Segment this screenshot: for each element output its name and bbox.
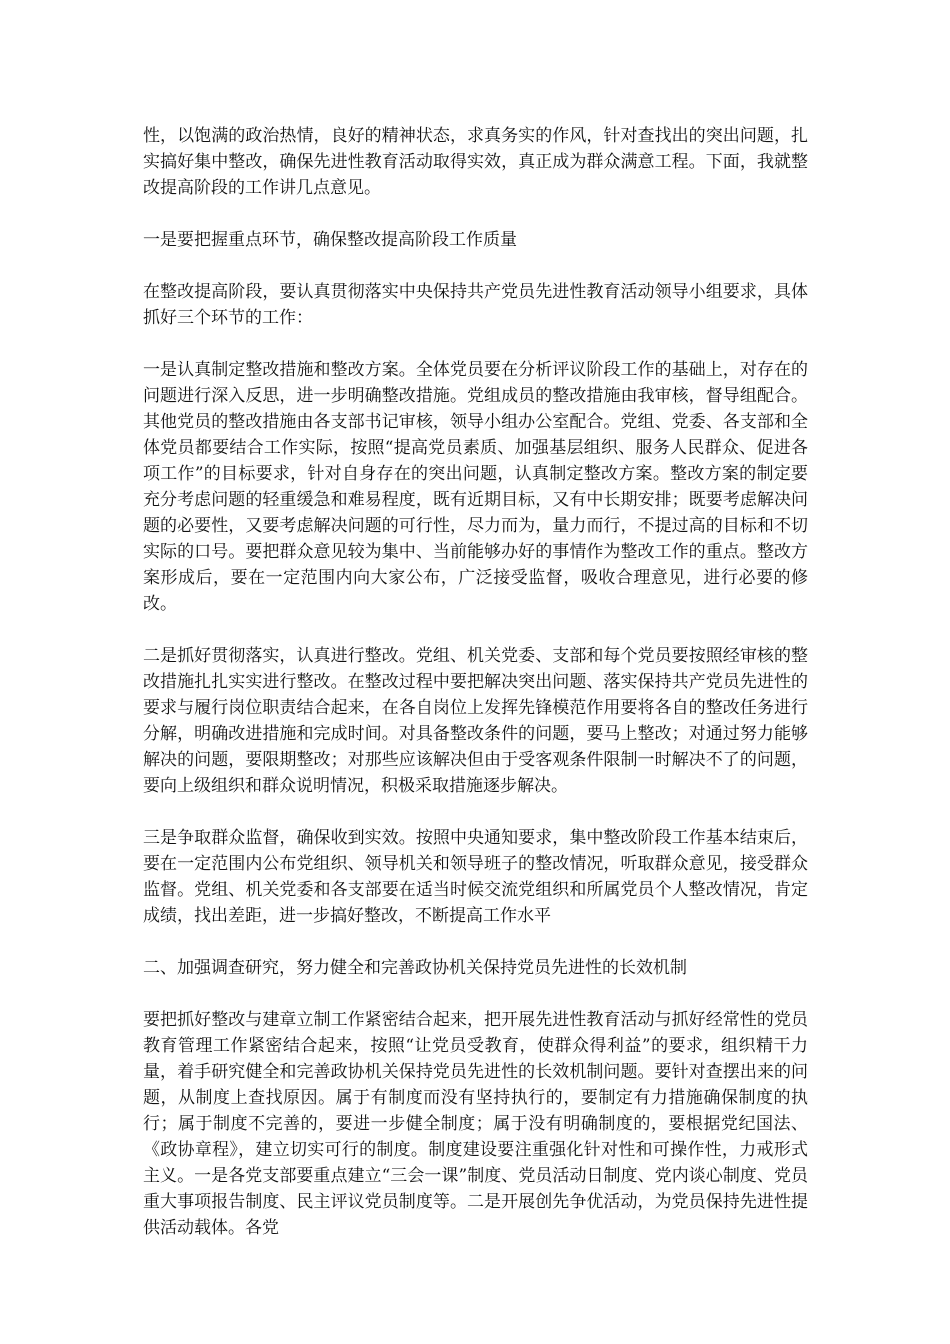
document-body (143, 123, 808, 1267)
section-heading-mechanism: 二、加强调查研究，努力健全和完善政协机关保持党员先进性的长效机制 (143, 958, 687, 978)
paragraph-point-two: 二是抓好贯彻落实，认真进行整改。党组、机关党委、支部和每个党员要按照经审核的整改措施扎扎实实进行整改。在整改过程中要把解决突出问题、落实保持共产党员先进性的要求与履行岗位职责结合起来，在各自岗位上发挥先锋模范作用要将各自的整改任务进行分解，明确改进措施和完成时间。对具备整改条件的问题，要马上整改；对通过努力能够解决的问题，要限期整改；对那些应该解决但由于受客观条件限制一时解决不了的问题，要向上级组织和群众说明情况，积极采取措施逐步解决。 (143, 646, 808, 796)
paragraph-three-links: 在整改提高阶段，要认真贯彻落实中央保持共产党员先进性教育活动领导小组要求，具体抓好三个环节的工作： (143, 282, 808, 328)
paragraph-intro: 性，以饱满的政治热情，良好的精神状态，求真务实的作风，针对查找出的突出问题，扎实搞好集中整改，确保先进性教育活动取得实效，真正成为群众满意工程。下面，我就整改提高阶段的工作讲几点意见。 (143, 126, 808, 198)
paragraph-mechanism: 要把抓好整改与建章立制工作紧密结合起来，把开展先进性教育活动与抓好经常性的党员教育管理工作紧密结合起来，按照“让党员受教育，使群众得利益”的要求，组织精干力量，着手研究健全和完善政协机关保持党员先进性的长效机制问题。要针对查摆出来的问题，从制度上查找原因。属于有制度而没有坚持执行的，要制定有力措施确保制度的执行；属于制度不完善的，要进一步健全制度；属于没有明确制度的，要根据党纪国法、《政协章程》，建立切实可行的制度。制度建设要注重强化针对性和可操作性，力戒形式主义。一是各党支部要重点建立“三会一课”制度、党员活动日制度、党内谈心制度、党员重大事项报告制度、民主评议党员制度等。二是开展创先争优活动，为党员保持先进性提供活动载体。各党 (143, 1010, 808, 1238)
section-heading-key-links: 一是要把握重点环节，确保整改提高阶段工作质量 (143, 230, 517, 250)
paragraph-point-one: 一是认真制定整改措施和整改方案。全体党员要在分析评议阶段工作的基础上，对存在的问题进行深入反思，进一步明确整改措施。党组成员的整改措施由我审核，督导组配合。其他党员的整改措施由各支部书记审核，领导小组办公室配合。党组、党委、各支部和全体党员都要结合工作实际，按照“提高党员素质、加强基层组织、服务人民群众、促进各项工作”的目标要求，针对自身存在的突出问题，认真制定整改方案。整改方案的制定要充分考虑问题的轻重缓急和难易程度，既有近期目标，又有中长期安排；既要考虑解决问题的必要性，又要考虑解决问题的可行性，尽力而为，量力而行，不提过高的目标和不切实际的口号。要把群众意见较为集中、当前能够办好的事情作为整改工作的重点。整改方案形成后，要在一定范围内向大家公布，广泛接受监督，吸收合理意见，进行必要的修改。 (143, 360, 808, 614)
paragraph-point-three: 三是争取群众监督，确保收到实效。按照中央通知要求，集中整改阶段工作基本结束后，要在一定范围内公布党组织、领导机关和领导班子的整改情况，听取群众意见，接受群众监督。党组、机关党委和各支部要在适当时候交流党组织和所属党员个人整改情况，肯定成绩，找出差距，进一步搞好整改，不断提高工作水平 (143, 828, 808, 926)
